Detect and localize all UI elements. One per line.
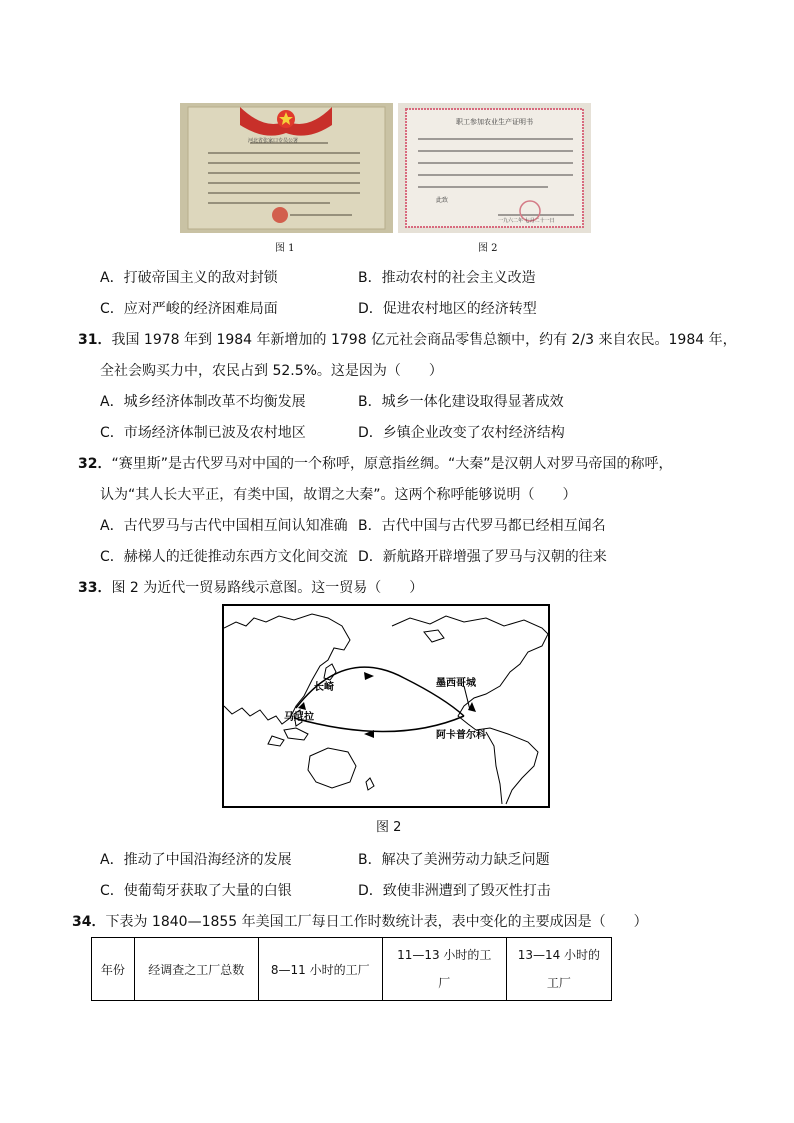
cert1-title: 河北省张家口专员公署 [248, 138, 299, 144]
q33-option-d: D．致使非洲遭到了毁灭性打击 [358, 883, 551, 899]
q30-option-a: A．打破帝国主义的敌对封锁 [100, 270, 278, 286]
q32-stem-line1: 32．“赛里斯”是古代罗马对中国的一个称呼，原意指丝绸。“大秦”是汉朝人对罗马帝国的称呼， [78, 456, 673, 472]
cert2-date: 一九六二年 七月二十一日 [498, 218, 555, 224]
q33-option-c: C．使葡萄牙获取了大量的白银 [100, 883, 292, 899]
map-label-nagasaki: 长崎 [314, 682, 334, 693]
australia-outline [308, 748, 356, 788]
map-label-acapulco: 阿卡普尔科 [436, 730, 486, 741]
seal-icon [272, 207, 288, 223]
figure-1-certificate-photo [180, 103, 393, 233]
arrow-east-icon [364, 672, 374, 680]
q33-stem: 33．图 2 为近代一贸易路线示意图。这一贸易（ ） [78, 580, 424, 596]
asia-coastline [224, 614, 350, 724]
table-header-year: 年份 [92, 938, 135, 1001]
q32-option-c: C．赫梯人的迁徙推动东西方文化间交流 [100, 549, 348, 565]
map-caption: 图 2 [376, 820, 402, 835]
q32-stem-line2: 认为“其人长大平正，有类中国，故谓之大秦”。这两个称呼能够说明（ ） [100, 487, 577, 503]
map-label-mexico-city: 墨西哥城 [436, 678, 476, 689]
q31-option-c: C．市场经济体制已波及农村地区 [100, 425, 306, 441]
table-header-total-factories: 经调查之工厂总数 [134, 938, 258, 1001]
q31-stem-line2: 全社会购买力中，农民占到 52.5%。这是因为（ ） [100, 363, 443, 379]
q31-option-b: B．城乡一体化建设取得显著成效 [358, 394, 564, 410]
map-label-manila: 马尼拉 [284, 712, 314, 723]
table-header-8-11h: 8—11 小时的工厂 [258, 938, 382, 1001]
q33-option-b: B．解决了美洲劳动力缺乏问题 [358, 852, 550, 868]
figure-2-caption: 图 2 [478, 243, 498, 254]
q32-option-b: B．古代中国与古代罗马都已经相互闻名 [358, 518, 606, 534]
q33-option-a: A．推动了中国沿海经济的发展 [100, 852, 292, 868]
figure-1-caption: 图 1 [275, 243, 295, 254]
q30-option-c: C．应对严峻的经济困难局面 [100, 301, 278, 317]
q31-stem-line1: 31．我国 1978 年到 1984 年新增加的 1798 亿元社会商品零售总额中，约有 2/3 来自农民。1984 年， [78, 332, 737, 348]
trade-route-map-svg [224, 606, 548, 806]
q32-option-d: D．新航路开辟增强了罗马与汉朝的往来 [358, 549, 607, 565]
q31-option-d: D．乡镇企业改变了农村经济结构 [358, 425, 565, 441]
work-hours-table [91, 937, 612, 1001]
q30-option-d: D．促进农村地区的经济转型 [358, 301, 537, 317]
table-header-13-14h: 13—14 小时的 工厂 [506, 938, 611, 1001]
cert2-sign: 此致 [436, 197, 449, 204]
q30-option-b: B．推动农村的社会主义改造 [358, 270, 536, 286]
figure-2-certificate-photo [398, 103, 591, 233]
cert2-title: 职工参加农业生产证明书 [456, 118, 533, 126]
certificate-1-illustration [180, 103, 393, 233]
table-header-11-13h: 11—13 小时的工 厂 [382, 938, 506, 1001]
north-america-coastline [392, 616, 548, 730]
q34-stem: 34．下表为 1840—1855 年美国工厂每日工作时数统计表，表中变化的主要成因是（ ） [72, 914, 648, 930]
q32-option-a: A．古代罗马与古代中国相互间认知准确 [100, 518, 348, 534]
trade-route-map [222, 604, 550, 808]
q31-option-a: A．城乡经济体制改革不均衡发展 [100, 394, 306, 410]
